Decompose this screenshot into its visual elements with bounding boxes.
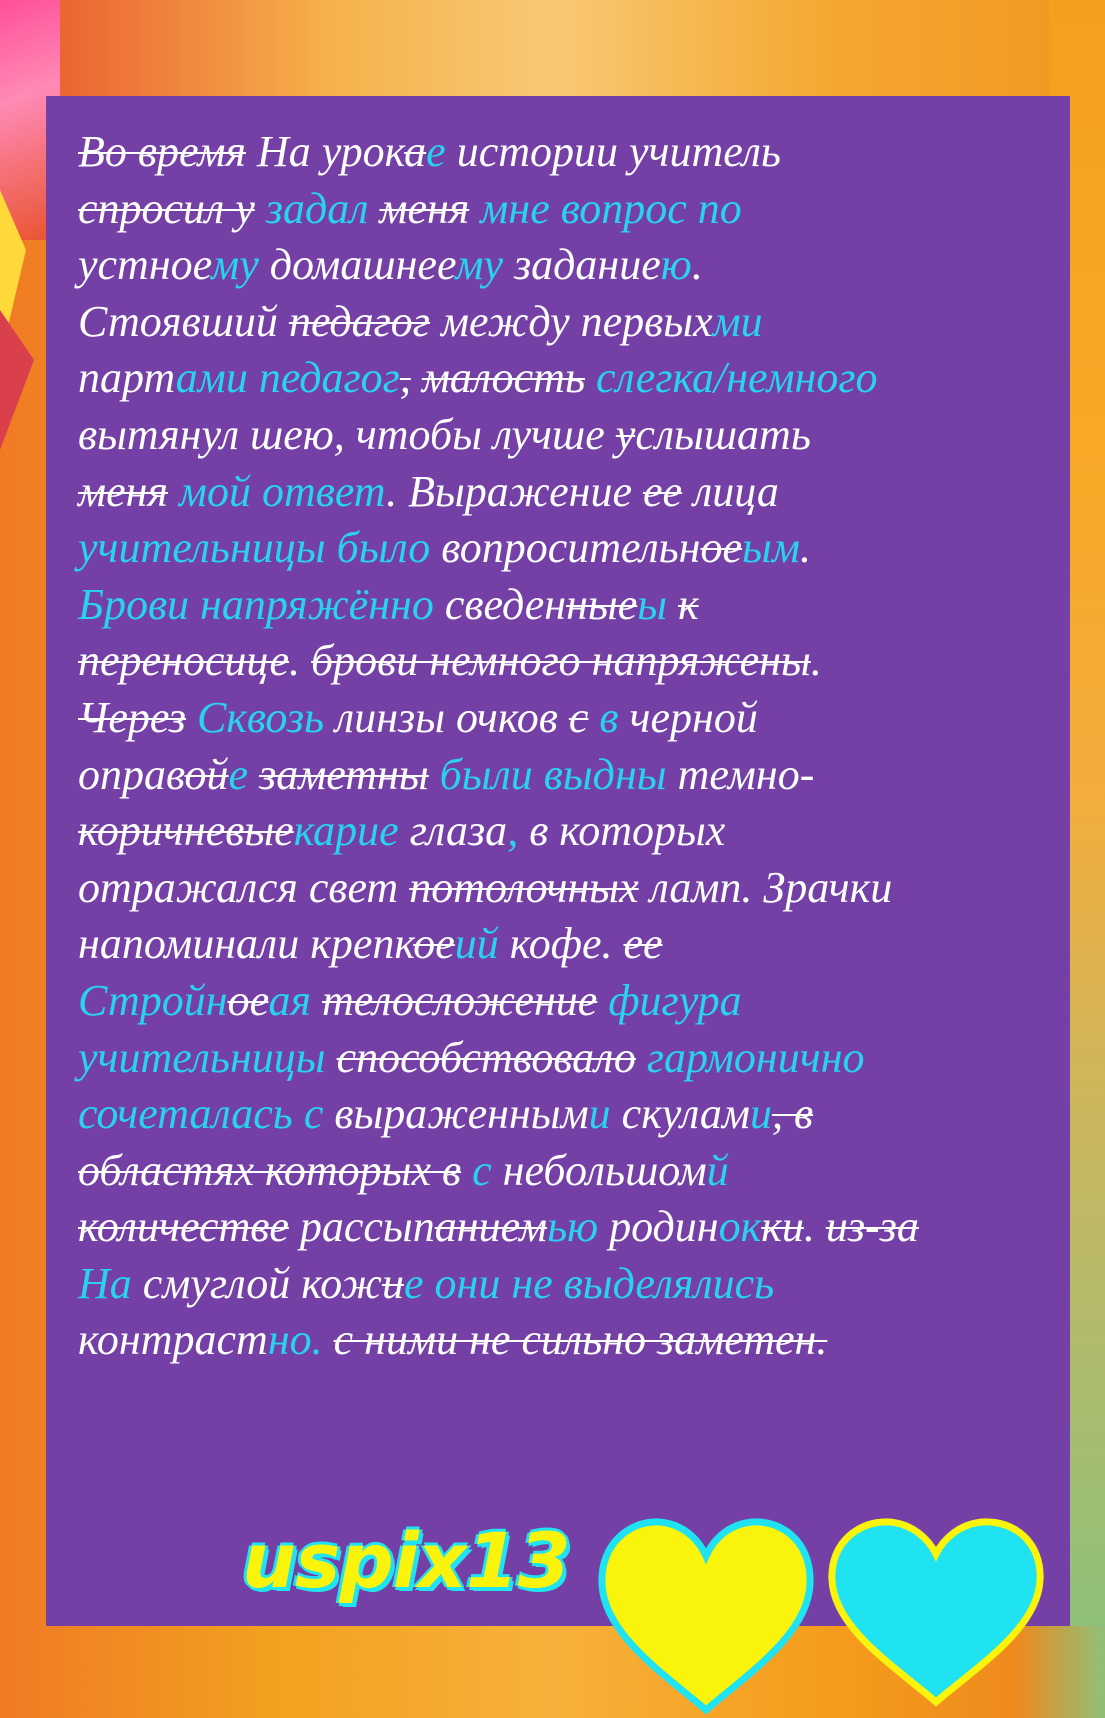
struck-text: Через <box>78 692 186 742</box>
plain-text: скулам <box>610 1089 750 1139</box>
text-line <box>78 1199 1058 1256</box>
plain-text: задание <box>503 240 661 290</box>
plain-text: глаза <box>398 806 508 856</box>
inserted-text: учительницы было <box>78 523 431 573</box>
inserted-text: карие <box>293 806 399 856</box>
inserted-text: му <box>455 240 503 290</box>
plain-text: . <box>803 1202 826 1252</box>
struck-text: , в <box>771 1089 814 1139</box>
inserted-text: й <box>706 1145 729 1195</box>
plain-text <box>311 976 322 1025</box>
struck-text: к <box>678 579 699 629</box>
text-line <box>78 916 1058 973</box>
plain-text: смуглой кож <box>131 1258 382 1308</box>
text-line <box>78 973 1058 1030</box>
plain-text: темно- <box>666 749 815 799</box>
text-line <box>78 633 1058 690</box>
struck-text: ое <box>413 919 455 969</box>
plain-text: . <box>289 636 312 686</box>
plain-text: напоминали крепк <box>78 919 414 969</box>
text-line <box>78 1143 1058 1200</box>
struck-text: с ними не сильно заметен. <box>333 1315 828 1365</box>
text-line <box>78 1256 1058 1313</box>
inserted-text: фигура <box>608 975 742 1025</box>
struck-text: из-за <box>825 1202 919 1252</box>
text-line <box>78 350 1058 407</box>
struck-text: ой <box>184 749 229 799</box>
inserted-text: но. <box>267 1315 323 1365</box>
plain-text: небольшом <box>491 1145 707 1195</box>
inserted-text: с <box>472 1145 492 1195</box>
text-line <box>78 803 1058 860</box>
struck-text: ки <box>761 1202 804 1252</box>
plain-text: отражался свет <box>78 862 410 912</box>
heart-icon <box>824 1514 1048 1710</box>
plain-text: . Выражение <box>386 466 644 516</box>
plain-text: Стоявший <box>78 296 289 346</box>
text-panel <box>46 96 1070 1626</box>
plain-text <box>411 353 422 402</box>
inserted-text: Сквозь <box>196 692 325 742</box>
struck-text: ее <box>623 919 663 969</box>
plain-text: На урок <box>256 127 405 176</box>
inserted-text: ая <box>268 975 311 1025</box>
edited-text-body <box>78 124 1058 1369</box>
inserted-text: и <box>588 1089 611 1139</box>
plain-text: в которых <box>518 806 726 856</box>
plain-text <box>667 580 678 629</box>
inserted-text: ью <box>547 1202 599 1252</box>
plain-text <box>585 353 596 402</box>
text-line <box>78 1086 1058 1143</box>
plain-text: ламп. Зрачки <box>638 862 893 912</box>
plain-text <box>186 693 197 742</box>
struck-text: с <box>568 692 589 742</box>
text-line <box>78 407 1058 464</box>
inserted-text: были выдны <box>439 749 667 799</box>
text-line <box>78 294 1058 351</box>
inserted-text: му <box>211 240 259 290</box>
struck-text: телосложение <box>321 975 598 1025</box>
text-line <box>78 520 1058 577</box>
struck-text: анием <box>434 1202 548 1252</box>
inserted-text: , <box>507 806 519 856</box>
inserted-text: ы <box>637 579 668 629</box>
struck-text: ое <box>700 523 743 573</box>
plain-text <box>429 750 440 799</box>
inserted-text: На <box>78 1258 132 1308</box>
plain-text: кофе. <box>498 919 624 969</box>
struck-text: а <box>404 127 427 176</box>
struck-text: заметны <box>259 749 429 799</box>
plain-text: устное <box>78 240 212 290</box>
struck-text: ные <box>566 579 638 629</box>
inserted-text: ю <box>660 240 692 290</box>
struck-text: у <box>615 409 636 459</box>
text-line <box>78 690 1058 747</box>
plain-text <box>588 693 599 742</box>
inserted-text: ми <box>712 296 763 346</box>
struck-text: меня <box>78 466 168 516</box>
text-line <box>78 124 1058 181</box>
plain-text: рассып <box>288 1202 435 1252</box>
plain-text <box>248 750 259 799</box>
text-line <box>78 1030 1058 1087</box>
plain-text <box>255 184 266 233</box>
plain-text <box>469 184 480 233</box>
struck-text: коричневые <box>78 806 294 856</box>
struck-text: и <box>381 1258 404 1308</box>
text-line <box>78 464 1058 521</box>
plain-text <box>368 184 379 233</box>
plain-text: . <box>810 636 822 686</box>
heart-icon <box>594 1514 818 1718</box>
plain-text <box>323 1315 334 1364</box>
inserted-text: и <box>749 1089 772 1139</box>
struck-text: педагог <box>288 296 430 346</box>
inserted-text: е они не выделялись <box>403 1258 775 1308</box>
plain-text: выраженным <box>323 1089 589 1139</box>
struck-text: способствовало <box>336 1032 636 1082</box>
plain-text <box>597 976 608 1025</box>
plain-text <box>326 1033 337 1082</box>
text-line <box>78 237 1058 294</box>
plain-text: черной <box>618 692 758 742</box>
watermark-logo: uspix13 <box>242 1516 570 1605</box>
inserted-text: в <box>599 692 619 742</box>
plain-text: вопросительн <box>430 523 701 573</box>
background-top-gradient <box>0 0 1105 110</box>
plain-text: истории учитель <box>445 127 781 176</box>
plain-text <box>246 127 257 176</box>
struck-text: Во время <box>78 127 246 176</box>
plain-text: родин <box>598 1202 719 1252</box>
plain-text <box>636 1033 647 1082</box>
inserted-text: мой ответ <box>178 466 387 516</box>
inserted-text: Стройн <box>78 975 228 1025</box>
inserted-text: учительницы <box>78 1032 326 1082</box>
inserted-text: гармонично <box>646 1032 865 1082</box>
plain-text: слышать <box>635 409 811 459</box>
inserted-text: задал <box>265 183 369 233</box>
plain-text: сведен <box>433 579 567 629</box>
text-line <box>78 860 1058 917</box>
struck-text: потолочных <box>409 862 639 912</box>
inserted-text: ок <box>718 1202 762 1252</box>
plain-text: вытянул шею, чтобы лучше <box>78 409 616 459</box>
struck-text: ое <box>227 975 269 1025</box>
plain-text: домашнее <box>258 240 456 290</box>
struck-text: малость <box>421 353 585 403</box>
plain-text: парт <box>78 353 176 403</box>
struck-text: ее <box>643 466 683 516</box>
plain-text <box>461 1146 472 1195</box>
plain-text: линзы очков <box>324 692 569 742</box>
background-red-shape <box>0 310 34 450</box>
inserted-text: е <box>228 749 249 799</box>
inserted-text: е <box>426 127 446 176</box>
plain-text: лица <box>682 466 779 516</box>
struck-text: брови немного напряжены <box>311 636 811 686</box>
plain-text: контраст <box>78 1315 268 1365</box>
plain-text: . <box>691 240 703 290</box>
inserted-text: Брови напряжённо <box>78 579 434 629</box>
text-line <box>78 577 1058 634</box>
text-line <box>78 747 1058 804</box>
text-line <box>78 1312 1058 1369</box>
plain-text <box>168 467 179 516</box>
struck-text: областях которых в <box>78 1145 462 1195</box>
inserted-text: ий <box>454 919 499 969</box>
struck-text: спросил у <box>78 183 255 233</box>
struck-text: , <box>399 353 411 403</box>
inserted-text: ами педагог <box>175 353 400 403</box>
struck-text: переносице <box>78 636 290 686</box>
inserted-text: сочеталась с <box>78 1089 324 1139</box>
inserted-text: слегка/немного <box>595 353 878 403</box>
struck-text: количестве <box>78 1202 289 1252</box>
plain-text: оправ <box>78 749 185 799</box>
inserted-text: мне вопрос по <box>480 183 742 233</box>
text-line <box>78 181 1058 238</box>
plain-text: . <box>799 523 811 573</box>
struck-text: меня <box>379 183 470 233</box>
inserted-text: ым <box>742 523 800 573</box>
plain-text: между первых <box>429 296 713 346</box>
